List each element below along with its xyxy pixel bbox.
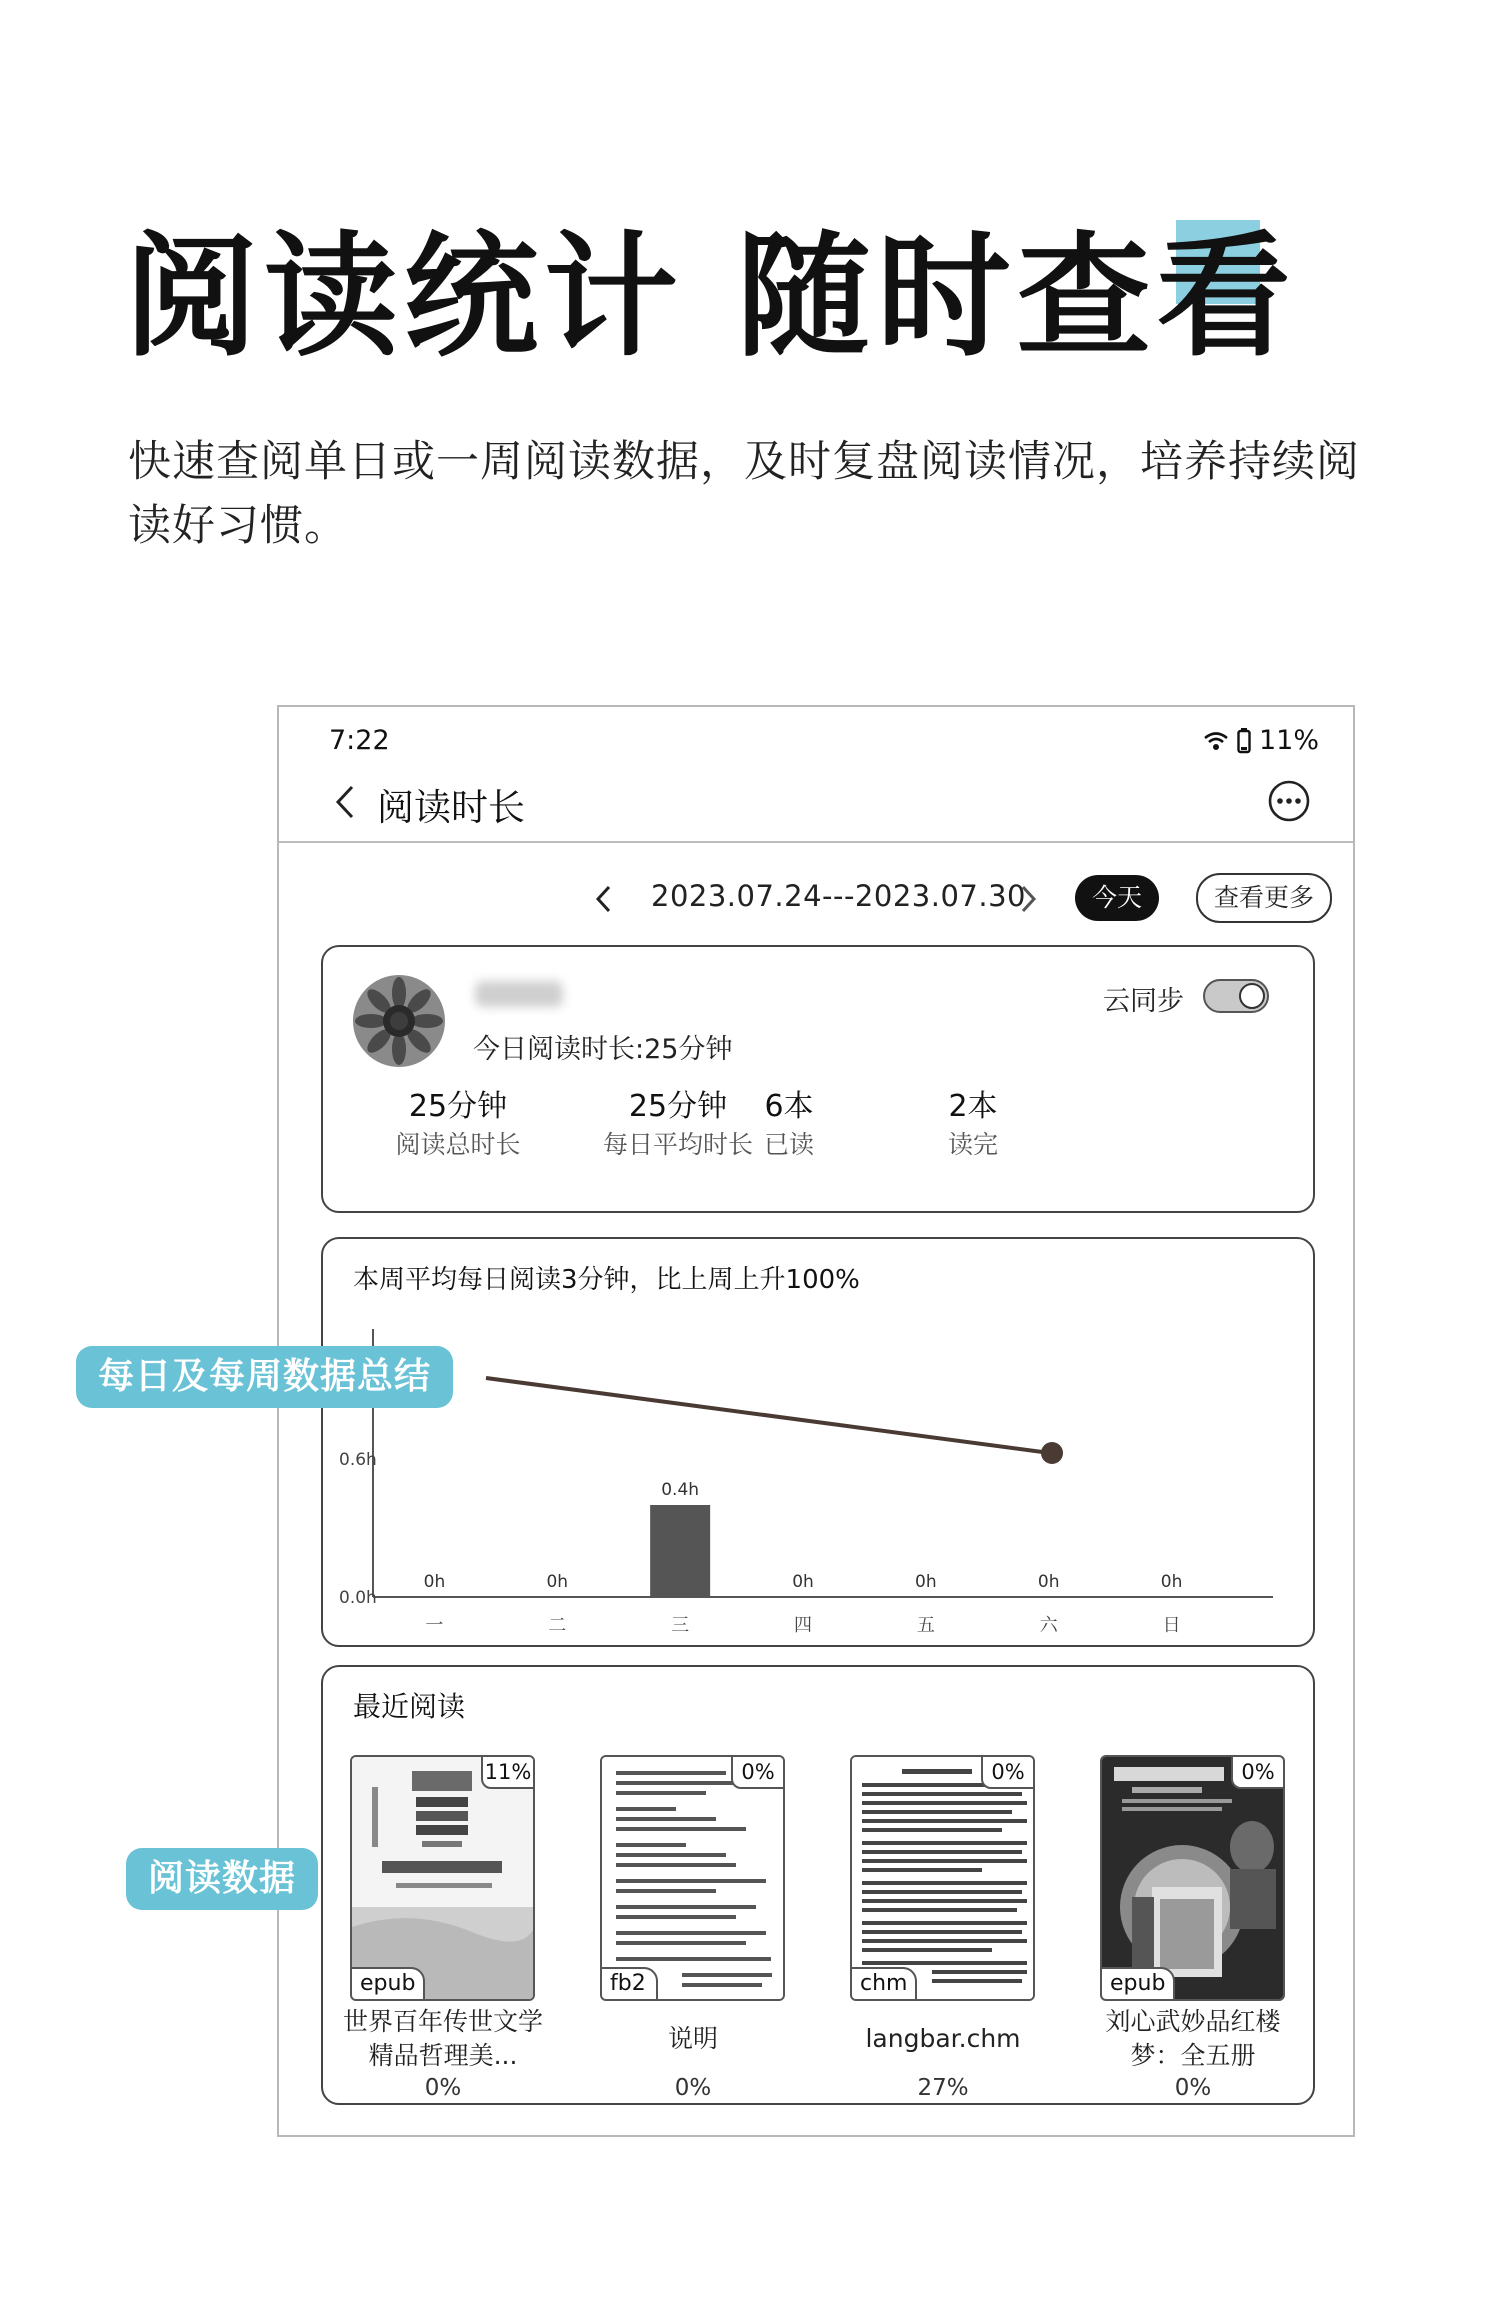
book-format-tag: fb2 [600,1967,658,2001]
nav-divider [279,841,1353,843]
toggle-knob [1239,983,1265,1009]
cloud-sync-toggle[interactable] [1203,979,1269,1013]
book-item[interactable] [593,1755,793,2101]
book-item[interactable] [1093,1755,1293,2101]
stat-label: 已读 [763,1130,814,1159]
stat-books-finished [923,1087,1023,1163]
today-button[interactable]: 今天 [1075,875,1159,921]
book-title: langbar.chm [865,2024,1021,2053]
stat-value: 25分钟 [628,1089,728,1124]
stat-total-time [353,1087,563,1163]
wifi-icon [1203,730,1229,752]
profile-stats-card [321,945,1315,1213]
date-navigator [279,867,1353,931]
cloud-sync-label: 云同步 [1103,986,1184,1017]
status-time: 7:22 [329,725,390,756]
page-subtitle: 快速查阅单日或一周阅读数据，及时复盘阅读情况，培养持续阅读好习惯。 [128,437,1360,551]
book-item[interactable] [843,1755,1043,2101]
stat-books-read [739,1087,839,1163]
status-indicators [1203,725,1319,756]
today-reading-time: 今日阅读时长:25分钟 [473,1034,733,1065]
book-percent: 0% [424,2075,462,2101]
book-progress-tag: 0% [981,1755,1035,1789]
y-tick-label: 0.0h [339,1588,377,1608]
x-tick-label: 五 [916,1615,935,1636]
bar-value-label: 0h [546,1572,569,1592]
book-progress-tag: 11% [481,1755,535,1789]
bar-value-label: 0h [792,1572,814,1592]
book-progress-tag: 0% [1231,1755,1285,1789]
device-screen [277,705,1355,2137]
bar-value-label: 0h [915,1572,937,1592]
book-percent: 0% [1174,2075,1212,2101]
bar-value-label: 0h [1037,1572,1060,1592]
book-title: 刘心武妙品红楼梦：全五册 [1105,2007,1281,2070]
stat-label: 每日平均时长 [602,1130,753,1159]
date-range: 2023.07.24---2023.07.30 [651,879,1026,913]
recent-reading-title: 最近阅读 [353,1690,466,1723]
book-format-tag: epub [350,1967,425,2001]
book-percent: 0% [674,2075,712,2101]
stat-value: 2本 [948,1089,998,1124]
book-title: 世界百年传世文学精品哲理美... [343,2007,544,2070]
avatar[interactable] [353,975,445,1067]
book-cover[interactable] [850,1755,1035,2001]
x-tick-label: 日 [1162,1615,1181,1636]
bar-value-label: 0h [423,1572,446,1592]
view-more-button[interactable]: 查看更多 [1196,873,1332,923]
book-format-tag: chm [850,1967,917,2001]
stat-label: 读完 [947,1130,998,1159]
battery-icon [1237,728,1251,754]
stat-value: 6本 [764,1089,814,1124]
book-title: 说明 [667,2024,718,2053]
bar-value-label: 0.4h [661,1480,700,1500]
book-format-tag: epub [1100,1967,1175,2001]
back-chevron-icon[interactable] [333,783,357,825]
stat-value: 25分钟 [408,1089,508,1124]
x-tick-label: 二 [548,1615,567,1636]
stat-label: 阅读总时长 [395,1130,521,1159]
bar-value-label: 0h [1160,1572,1183,1592]
book-item[interactable] [343,1755,543,2101]
weekly-chart-card [321,1237,1315,1647]
battery-percent: 11% [1258,725,1319,756]
x-tick-label: 三 [671,1615,690,1636]
book-cover[interactable] [1100,1755,1285,2001]
chart-summary: 本周平均每日阅读3分钟，比上周上升100% [353,1265,860,1295]
x-tick-label: 一 [425,1615,444,1636]
book-cover[interactable] [350,1755,535,2001]
page-title: 阅读统计 随时查看 [124,219,1297,375]
book-percent: 27% [917,2075,969,2101]
summary-callout: 每日及每周数据总结 [76,1346,453,1408]
chart-bar [650,1505,710,1597]
book-cover[interactable] [600,1755,785,2001]
y-tick-label: 0.6h [339,1450,377,1470]
next-week-icon[interactable] [1019,883,1039,919]
nav-title: 阅读时长 [377,786,525,829]
x-tick-label: 四 [794,1615,812,1636]
reading-data-callout: 阅读数据 [126,1848,318,1910]
username-redacted [475,981,563,1007]
x-tick-label: 六 [1039,1615,1058,1636]
prev-week-icon[interactable] [593,883,613,919]
recent-reading-card [321,1665,1315,2105]
more-options-icon[interactable] [1267,779,1311,827]
book-progress-tag: 0% [731,1755,785,1789]
weekly-bar-chart [323,1239,1313,1644]
nav-bar [279,767,1353,839]
